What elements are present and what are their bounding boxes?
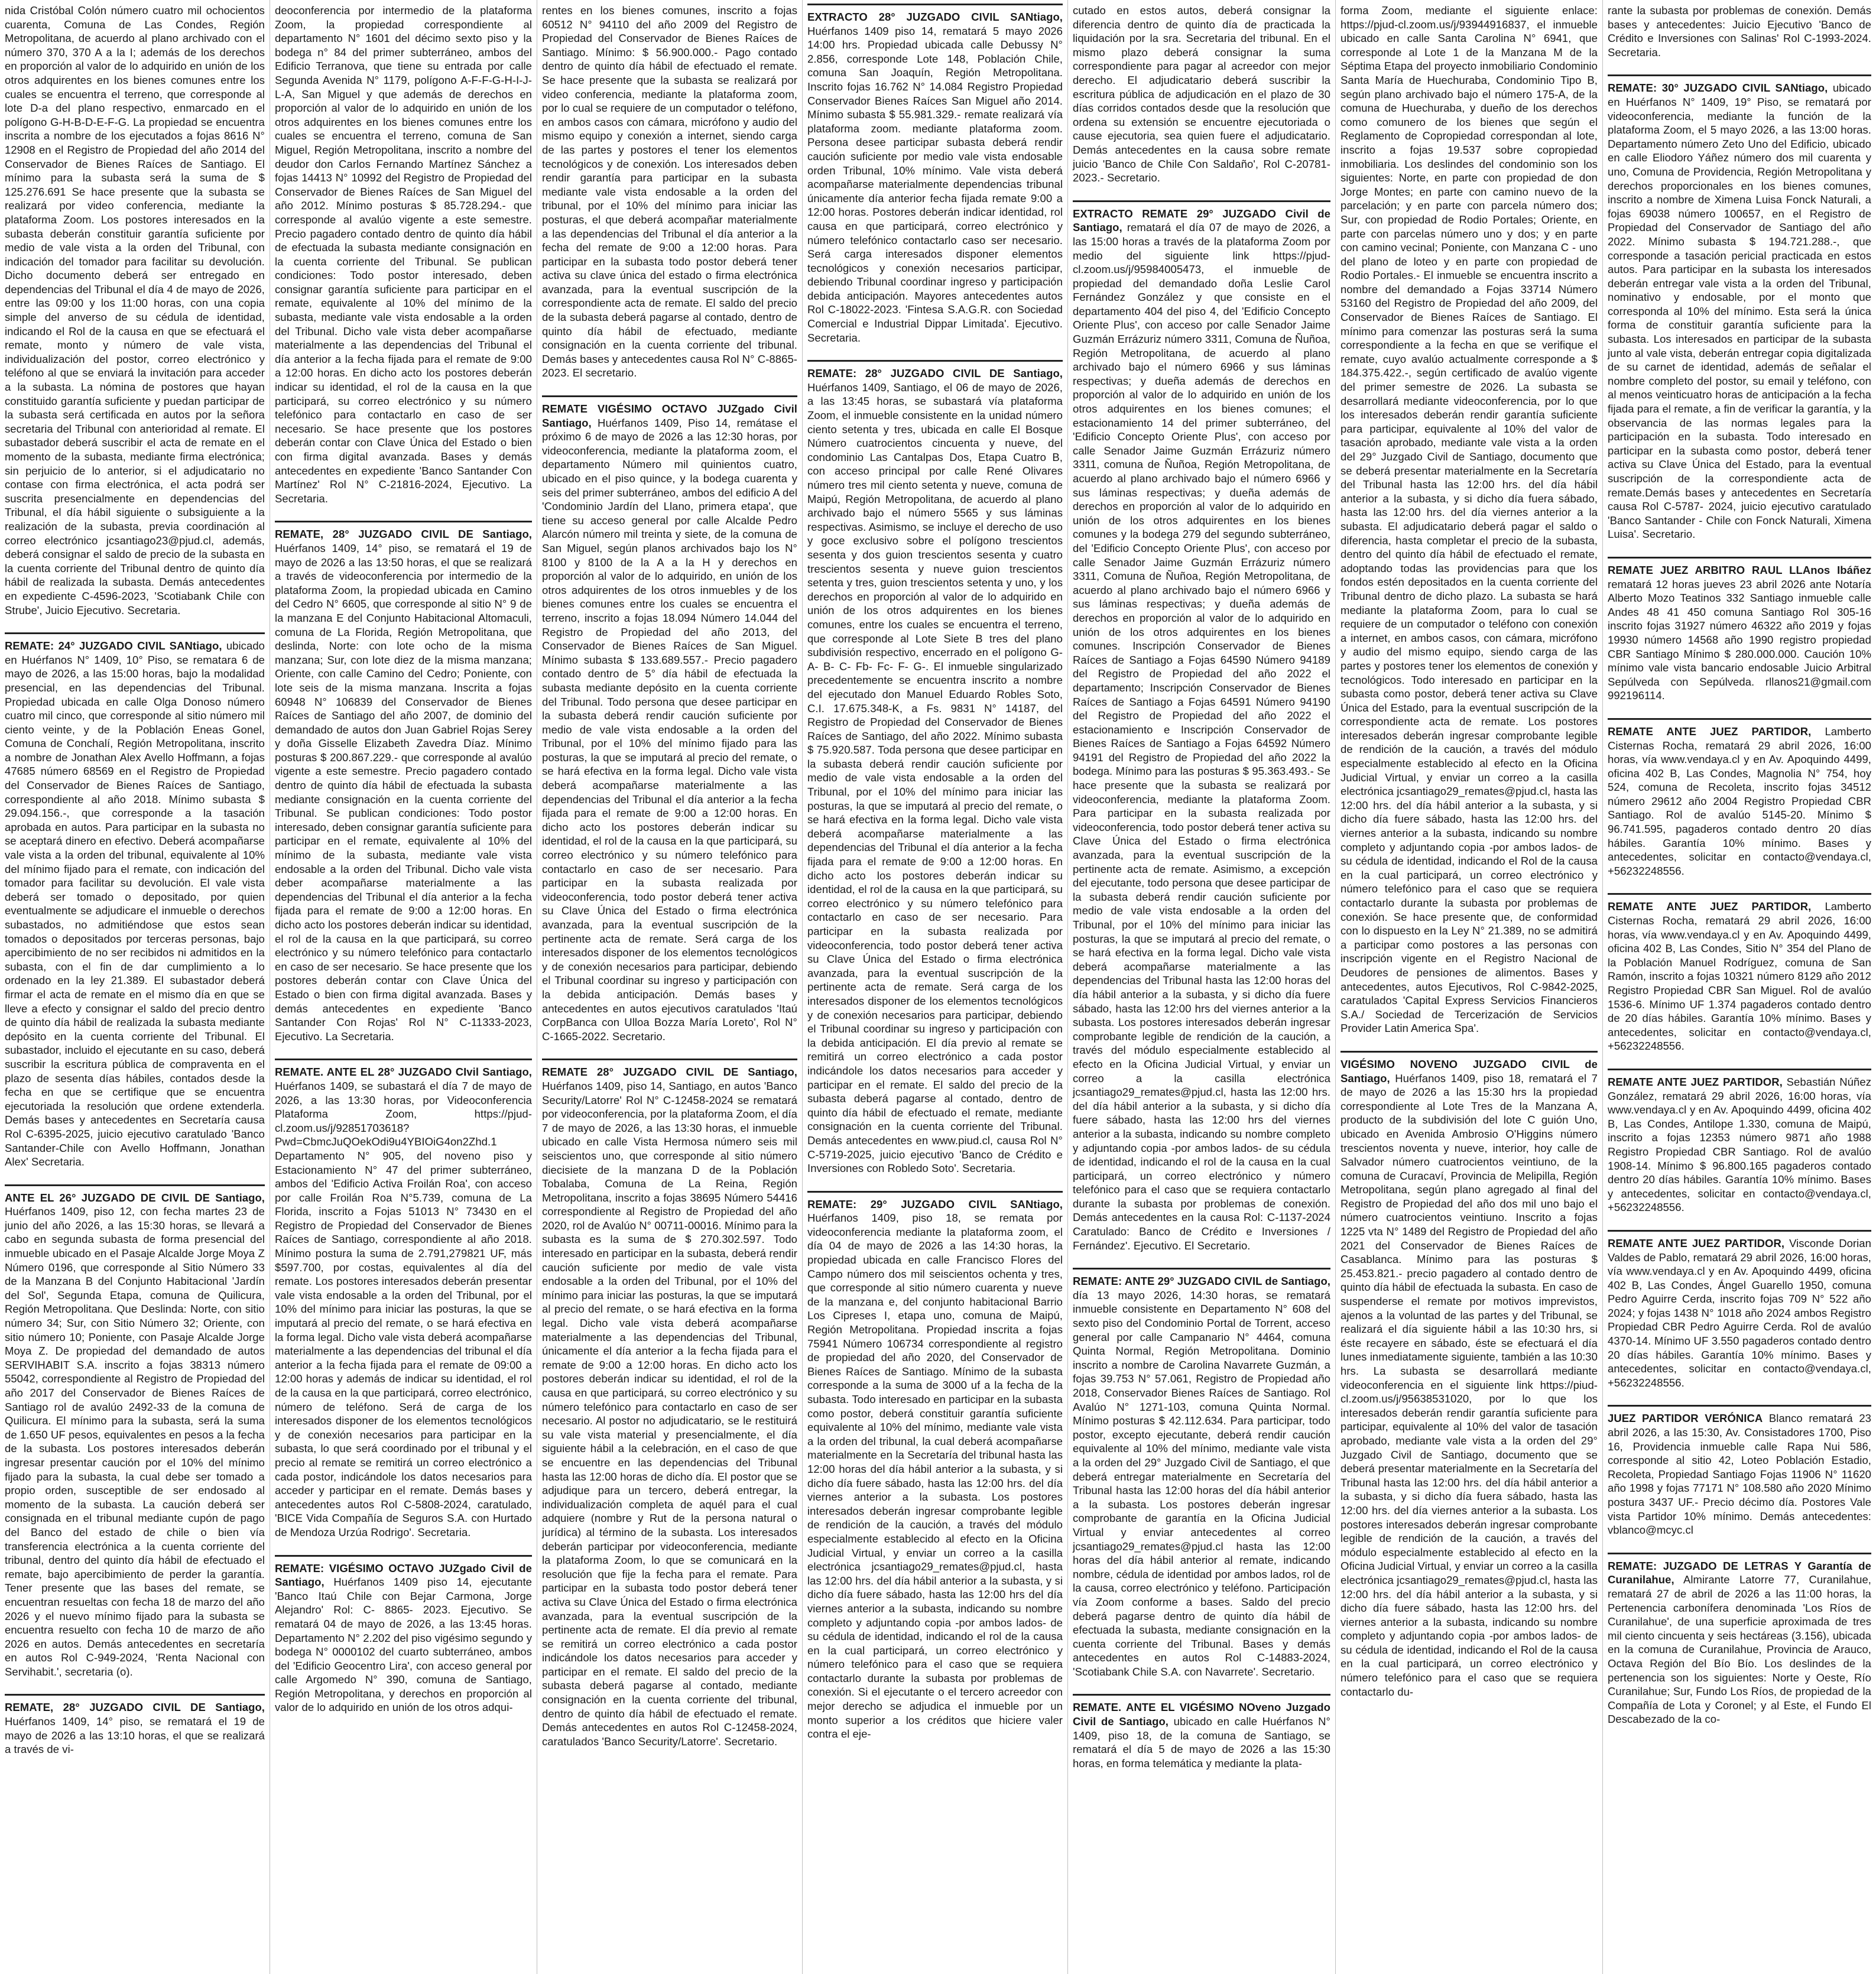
- legal-notice: [5, 4, 265, 617]
- notice-heading: REMATE, 28° JUZGADO CIVIL DE Santiago,: [275, 528, 532, 541]
- legal-notice: [542, 395, 797, 1043]
- notice-body: Huérfanos 1409, piso 12, con fecha martes 23 de junio del año 2026, a las 15:30 horas, se llevará a cabo en segunda subasta de forma presencial del inmueble ubicado en el Pasaje Alcalde Jorge Moya Z Número 0196, que corresponde al Sitio Número 33 de la Manzana B del Conjunto Habitacional 'Jardín del Sol', Segunda Etapa, comuna de Quilicura, Región Metropolitana. Que Deslinda: Norte, con sitio número 34; Sur, con Sitio Número 32; Oriente, con sitio número 10; Poniente, con Pasaje Alcalde Jorge Moya Z. De propiedad del demandado de autos SERVIHABIT S.A. inscrito a fojas 38313 número 55042, correspondiente al Registro de Propiedad del año 2017 del Conservador de Bienes Raíces de Santiago rol de avalúo 2492-33 de la comuna de Quilicura. El mínimo para la subasta, será la suma de 1.650 UF pesos, equivalentes en pesos a la fecha de la subasta. Los postores interesados deberán ingresar presentar caución por el 10% del mínimo fijado para la subasta, la cual debe ser tomado a propio orden, susceptible de ser endosado al momento de la subasta. La caución deberá ser consignada en el tribunal mediante cupón de pago del Banco del estado de chile o bien vía transferencia electrónica a la cuenta corriente del tribunal, dentro del quinto día hábil de efectuado el remate, bajo apercibimiento de perder la garantía. Tener presente que las bases del remate, se encuentran resueltas con fecha 18 de marzo del año 2026 y el nuevo mínimo fijado para la subasta se encuentra resuelto con fecha 10 de marzo de año 2026 en autos. Demás antecedentes en secretaría en autos Rol C-949-2024, 'Renta Nacional con Servihabit.', secretaria (o).: [5, 1205, 265, 1678]
- notice-divider: [542, 1059, 797, 1060]
- notice-text: [5, 639, 265, 1169]
- notice-divider: [1608, 718, 1871, 720]
- notice-text: [1073, 1274, 1330, 1678]
- notice-divider: [542, 395, 797, 397]
- notice-text: [1073, 4, 1330, 185]
- notice-text: [1608, 1075, 1871, 1215]
- notice-heading: REMATE. ANTE EL VIGÉSIMO NOveno Juzgado Civil de Santiago,: [1073, 1701, 1330, 1728]
- legal-notice: [1341, 1051, 1598, 1699]
- notice-text: [1608, 900, 1871, 1053]
- notice-body: Huérfanos 1409 piso 14, ejecutante 'Banco Itaú Chile con Bejar Carmona, Jorge Alejandro' Rol: C- 8865- 2023. Ejecutivo. Se rematará 04 de mayo de 2026, a las 13:45 horas. Departamento N° 2.202 del piso vigésimo segundo y bodega N° 0000102 del cuarto subterráneo, ambos del 'Edificio Geocentro Lira', con acceso general por calle Argomedo N° 390, comuna de Santiago, Región Metropolitana, y derechos en proporción al valor de lo adquirido en unión de los otros adqui-: [275, 1576, 532, 1714]
- notice-heading: REMATE: ANTE 29° JUZGADO CIVIL de Santiago,: [1073, 1275, 1330, 1288]
- notice-text: [1608, 4, 1871, 59]
- notice-heading: ANTE EL 26° JUZGADO DE CIVIL DE Santiago,: [5, 1191, 265, 1204]
- notice-heading: REMATE: 28° JUZGADO CIVIL DE Santiago,: [807, 367, 1063, 380]
- notice-body: deoconferencia por intermedio de la plataforma Zoom, la propiedad correspondiente al departamento N° 1601 del décimo sexto piso y la bodega n° 84 del primer subterráneo, ambos del Edificio Terranova, que tiene su entrada por calle Segunda Avenida N° 1179, polígono A-F-F-G-H-I-J-L-A, San Miguel y que además de derechos en proporción al valor de lo adquirido en unión de los otros adquirentes en los bienes comunes entre los cuales se encuentra el terreno, comuna de San Miguel, Región Metropolitana, inscrito a nombre del deudor don Carlos Fernando Martínez Sánchez a fojas 14413 N° 10992 del Registro de Propiedad del Conservador de Bienes Raíces de San Miguel del año 2012. Mínimo posturas $ 85.728.294.- que corresponde al avalúo vigente a este semestre. Precio pagadero contado dentro de quinto día hábil de efectuada la subasta mediante consignación en la cuenta corriente del Tribunal. Se publican condiciones: Todo postor interesado, deben consignar garantía suficiente para participar en el remate, equivalente al 10% del mínimo de la subasta, mediante vale vista endosable a la orden del Tribunal. Dicho vale vista deber acompañarse materialmente a las dependencias del Tribunal el día anterior a la fecha fijada para el remate de 9:00 a 12:00 horas. En dicho acto los postores deberán indicar su identidad, el rol de la causa en la que participará, su correo electrónico y su número telefónico para contactarlo en caso de ser necesario. Se hace presente que los postores deberán contar con Clave Única del Estado o bien con firma digital avanzada. Bases y demás antecedentes en expediente 'Banco Santander Con Martínez' Rol N° C-21816-2024, Ejecutivo. La Secretaria.: [275, 4, 532, 505]
- notice-body: rematará 12 horas jueves 23 abril 2026 ante Notaría Alberto Mozo Teatinos 332 Santiago inmueble calle Andes 48 41 450 comuna Santiago Rol 305-16 inscrito fojas 31927 número 46322 año 2019 y fojas 19930 número 14568 año 1990 registro propiedad CBR Santiago Mínimo $ 280.000.000. Caución 10% mínimo vale vista bancario endosable Juicio Arbitral Sepúlveda con Sepúlveda. rllanos21@gmail.com 992196114.: [1608, 577, 1871, 702]
- notice-divider: [5, 1694, 265, 1696]
- notice-heading: REMATE ANTE JUEZ PARTIDOR,: [1608, 725, 1812, 738]
- notice-body: Huérfanos 1409, Piso 14, remátase el próximo 6 de mayo de 2026 a las 12:30 horas, por videoconferencia, mediante la plataforma zoom, el departamento Número mil quinientos cuatro, ubicado en el piso quince, y la bodega cuarenta y seis del primer subterráneo, ambos del edificio A del 'Condominio Jardín del Llano, primera etapa', que tiene su acceso general por calle Alcalde Pedro Alarcón número mil treinta y siete, de la comuna de San Miguel, según planos archivados bajo los N° 8100 y 8100 de la A a la H y derechos en proporción al valor de lo adquirido, en unión de los otros adquirentes de los otros inmuebles y de los bienes comunes entre los cuales se encuentra el terreno, inscrito a fojas 18.094 Número 14.044 del Registro de Propiedad del año 2013, del Conservador de Bienes Raíces de San Miguel. Mínimo subasta $ 133.689.557.- Precio pagadero contado dentro de 5° día hábil de efectuada la subasta mediante depósito en la cuenta corriente del Tribunal. Todo persona que desee participar en la subasta deberá rendir caución suficiente por medio de vale vista endosable a la orden del Tribunal, por el 10% del mínimo fijado para las posturas, la que se imputará al precio del remate, o se hará efectiva en la forma legal. Dicho vale vista deberá acompañarse materialmente a las dependencias del Tribunal el día anterior a la fecha fijada para el remate de 9:00 a 12:00 horas. En dicho acto los postores deberán indicar su identidad, el rol de la causa en la que participará, su correo electrónico y su número telefónico para contactarlo en caso de ser necesario. Para participar en la subasta realizada por videoconferencia, todo postor deberá tener activa su Clave Única del Estado o firma electrónica avanzada, para la eventual suscripción de la pertinente acta de remate. Será carga de los interesados disponer de los elementos tecnológicos y de conexión necesarios para participar, debiendo el Tribunal coordinar su ingreso y participación con la debida anticipación. Demás bases y antecedentes en autos ejecutivos caratulados 'Itaú CorpBanca con Ulloa Bozza María Loreto', Rol N° C-1665-2022. Secretario.: [542, 416, 797, 1043]
- notice-text: [5, 1191, 265, 1679]
- legal-notice: [1608, 893, 1871, 1053]
- legal-notice: [1608, 1230, 1871, 1390]
- notice-body: Huérfanos 1409, piso 18, rematará el 7 de mayo de 2026 a las 15:30 hrs la propiedad correspondiente al Lote Tres de la Manzana A, producto de la subdivisión del lote C guión Uno, ubicado en Avenida Ambrosio O'Higgins número trescientos noventa y nueve, interior, hoy calle de Salvador número cuatrocientos veintiuno, de la comuna de Curacaví, Provincia de Melipilla, Región Metropolitana, según plano agregado al final del Registro de Propiedad del año dos mil uno bajo el número cuatrocientos veintiuno. Inscrito a fojas 1225 vta N° 1489 del Registro de Propiedad del año 2021 del Conservador de Bienes Raíces de Casablanca. Mínimo para las posturas $ 25.453.821.- precio pagadero al contado dentro de quinto día hábil de efectuada la subasta. En caso de suspenderse el remate por motivos imprevistos, ajenos a la voluntad de las partes y del Tribunal, se realizará el día siguiente hábil a las 10:30 hrs, si éste recayere en sábado, éste se efectuará el día lunes inmediatamente siguiente, también a las 10:30 hrs. La subasta se desarrollará mediante videoconferencia en el siguiente link https://piud-cl.zoom.us/j/95638531020, por lo que los interesados deberán rendir garantía suficiente para participar, equivalente al 10% del valor de tasación aprobado, mediante vale vista a la orden del 29° Juzgado Civil de Santiago, documento que se deberá presentar materialmente en la Secretaría del Tribunal hasta las 12:00 hrs. del día hábil anterior a la subasta, y si dicho día fuera sábado, hasta las 12:00 hrs. del día viernes anterior a la subasta. Los postores interesados deberán ingresar comprobante legible de rendición de la caución, a través del módulo especialmente establecido al efecto en la Oficina Judicial Virtual, y enviar un correo a la casilla electrónica jcsantiago29_remates@pjud.cl, hasta las 12:00 hrs. del día hábil anterior a la subasta, y si dicho día fuere sábado, hasta las 12:00 hrs. del viernes anterior a la subasta, indicando su nombre completo y adjuntando copia -por ambos lados- de su cédula de identidad, indicando el Rol de la causa en la cual participará, un correo electrónico y número telefónico para el caso que se requiera contactarlo du-: [1341, 1072, 1598, 1698]
- notice-heading: EXTRACTO REMATE 29° JUZGADO Civil de Santiago,: [1073, 207, 1330, 234]
- notice-divider: [5, 632, 265, 634]
- notice-divider: [1073, 1694, 1330, 1696]
- notice-divider: [1608, 1069, 1871, 1070]
- notice-body: Huérfanos 1409 piso 14, rematará 5 mayo 2026 14:00 hrs. Propiedad ubicada calle Debussy N° 2.856, corresponde Lote 148, Población Chile, comuna San Joaquín, Región Metropolitana. Inscrito fojas 16.762 N° 14.084 Registro Propiedad Conservador Bienes Raíces San Miguel año 2014. Mínimo subasta $ 55.981.329.- remate realizará vía plataforma zoom. mediante plataforma zoom. Persona desee participar subasta deberá rendir caución suficiente por medio vale vista endosable orden Tribunal, 10% mínimo. Vale vista deberá acompañarse materialmente dependencias tribunal únicamente día anterior fecha fijada remate 9:00 a 12:00 horas. Postores deberán indicar identidad, rol causa en que participará, correo electrónico y número telefónico contactarlo caso ser necesario. Será carga interesados disponer elementos tecnológicos y conexión necesarios participar, debiendo Tribunal coordinar ingreso y participación debida anticipación. Mayores antecedentes autos Rol C-18022-2023. 'Fintesa S.A.G.R. con Sociedad Comercial e Industrial Dippar Limitada'. Ejecutivo. Secretaria.: [807, 24, 1063, 344]
- notice-heading: REMATE: 29° JUZGADO CIVIL SANtiago,: [807, 1197, 1063, 1210]
- notice-text: [807, 366, 1063, 1175]
- legal-notice: [1608, 557, 1871, 703]
- legal-notice: [275, 4, 532, 505]
- notice-divider: [5, 1184, 265, 1186]
- notice-body: Sebastián Núñez González, rematará 29 abril 2026, 16:00 horas, vía www.vendaya.cl y en Av. Apoquindo 4499, oficina 402 B, Las Condes, Antilope 1.330, comuna de Maipú, inscrito a fojas 12353 número 9871 año 1988 Registro Propiedad CBR Santiago. Rol de avalúo 1908-14. Mínimo $ 96.800.165 pagaderos contado dentro 20 días hábiles. Garantía 10% mínimo. Bases y antecedentes, solicitar en contacto@vendaya.cl, +56232248556.: [1608, 1075, 1871, 1214]
- notice-body: Blanco rematará 23 abril 2026, a las 15:30, Av. Consistadores 1700, Piso 16, Providencia inmueble calle Rapa Nui 586, corresponde al sitio 42, Loteo Población Estadio, Recoleta, Propiedad Santiago Fojas 11906 N° 11620 año 1998 y fojas 77171 N° 108.580 año 2020 Mínimo postura 3437 UF.- Precio décimo día. Postores Vale vista Partidor 10% mínimo. Demás antecedentes: vblanco@mcyc.cl: [1608, 1412, 1871, 1537]
- notice-text: [1341, 4, 1598, 1035]
- notice-body: Huérfanos 1409, piso 18, se remata por videoconferencia mediante la plataforma zoom, el día 04 de mayo de 2026 a las 14:30 horas, la propiedad ubicada en calle Francisco Flores del Campo número dos mil seiscientos ochenta y tres, que corresponde al sitio número cuarenta y nueve de la manzana e, del conjunto habitacional Barrio Los Cipreses I, etapa uno, comuna de Maipú, Región Metropolitana. Propiedad inscrita a fojas 75941 Número 106734 correspondiente al registro de propiedad del año 2020, del Conservador de Bienes Raíces de Santiago. Mínimo de la subasta corresponde a la suma de 3000 uf a la fecha de la subasta. Todo interesado en participar en la subasta como postor, deberá constituir garantía suficiente equivalente al 10% del mínimo, mediante vale vista a la orden del tribunal, la cual deberá acompañarse materialmente en la Secretaría del tribunal hasta las 12:00 horas del día hábil anterior a la subasta, y si dicho día fuere sábado, hasta las 12:00 hrs. del día viernes anterior a la subasta. Los postores interesados deberán ingresar comprobante legible de rendición de la caución, a través del módulo especialmente establecido al efecto en la Oficina Judicial Virtual, y enviar un correo a la casilla electrónica jcsantiago29_remates@pjud.cl, hasta las 12:00 hrs. del día hábil anterior a la subasta, y si dicho día fuere sábado, hasta las 12:00 hrs del día viernes anterior a la subasta, indicando su nombre completo y adjuntando copia -por ambos lados- de su cédula de identidad, indicando el rol de la causa en la cual participará, un correo electrónico y número telefónico para el caso que se requiera contactarlo durante la subasta por problemas de conexión. Si el ejecutante o el tercero acreedor con mejor derecho se adjudica el inmueble por un monto superior a los créditos que hiciere valer contra el eje-: [807, 1212, 1063, 1741]
- notice-text: [542, 402, 797, 1043]
- notice-column-4: [802, 0, 1067, 1974]
- notice-heading: REMATE: VIGÉSIMO OCTAVO JUZgado Civil de Santiago,: [275, 1561, 532, 1589]
- notice-body: Visconde Dorian Valdes de Pablo, rematará 29 abril 2026, 16:00 horas, vía www.vendaya.cl y en Av. Apoquindo 4499, oficina 402 B, Las Condes, Ángel Guarello 1950, comuna Pedro Aguirre Cerda, inscrito fojas 709 N° 522 año 2024; y fojas 1438 N° 1018 año 2024 ambos Registro Propiedad CBR Pedro Aguirre Cerda. Rol de avalúo 4370-14. Mínimo UF 3.550 pagaderos contado dentro 20 días hábiles. Garantía 10% mínimo. Bases y antecedentes, solicitar en contacto@vendaya.cl, +56232248556.: [1608, 1236, 1871, 1389]
- notice-divider: [275, 1059, 532, 1060]
- notice-text: [1608, 1411, 1871, 1537]
- legal-notice: [1073, 4, 1330, 185]
- legal-notice: [1073, 1694, 1330, 1770]
- legal-notice: [275, 521, 532, 1043]
- notice-body: Huérfanos 1409, 14° piso, se rematará el 19 de mayo de 2026 a las 13:50 horas, el que se realizará a través de videoconferencia por intermedio de la plataforma Zoom, la propiedad ubicada en Camino del Cedro N° 6605, que corresponde al sitio N° 9 de la manzana E del Conjunto Habitacional Altomaculi, comuna de La Florida, Región Metropolitana, que deslinda, Norte: con lote ocho de la misma manzana; Sur, con lote diez de la misma manzana; Oriente, con calle Camino del Cedro; Poniente, con lote seis de la misma manzana. Inscrita a fojas 60948 N° 106839 del Conservador de Bienes Raíces de Santiago del año 2007, de dominio del demandado de autos don Juan Gabriel Rojas Serey y doña Gisselle Elizabeth Zavedra Díaz. Mínimo posturas $ 200.867.229.- que corresponde al avalúo vigente a este semestre. Precio pagadero contado dentro de quinto día hábil de efectuada la subasta mediante consignación en la cuenta corriente del Tribunal. Se publican condiciones: Todo postor interesado, deben consignar garantía suficiente para participar en el remate, equivalente al 10% del mínimo de la subasta, mediante vale vista endosable a la orden del Tribunal. Dicho vale vista deber acompañarse materialmente a las dependencias del Tribunal el día anterior a la fecha fijada para el remate de 9:00 a 12:00 horas. En dicho acto los postores deberán indicar su identidad, el rol de la causa en la que participará, su correo electrónico y su número telefónico para contactarlo en caso de ser necesario. Se hace presente que los postores deberán contar con Clave Única del Estado o bien con firma digital avanzada. Bases y demás antecedentes en expediente 'Banco Santander Con Rojas' Rol N° C-11333-2023, Ejecutivo. La Secretaria.: [275, 541, 532, 1043]
- notice-text: [5, 1700, 265, 1756]
- legal-notice: [5, 1694, 265, 1756]
- notice-text: [542, 4, 797, 380]
- legal-notice: [1608, 718, 1871, 878]
- notice-heading: JUEZ PARTIDOR VERÓNICA: [1608, 1412, 1763, 1425]
- notice-text: [1608, 725, 1871, 878]
- notice-text: [1608, 1236, 1871, 1390]
- legal-notice: [1608, 1553, 1871, 1726]
- notice-heading: EXTRACTO 28° JUZGADO CIVIL SANtiago,: [807, 11, 1063, 23]
- notice-heading: REMATE, 28° JUZGADO CIVIL DE Santiago,: [5, 1701, 265, 1714]
- notice-text: [1073, 207, 1330, 1253]
- notice-text: [1341, 1057, 1598, 1699]
- notice-body: cutado en estos autos, deberá consignar la diferencia dentro de quinto día de practicada la liquidación por la sra. Secretaria del tribunal. En el mismo plazo deberá consignar la suma correspondiente para pagar al acreedor con mejor derecho. El adjudicatario deberá suscribir la escritura pública de adjudicación en el plazo de 30 días corridos contados desde que la resolución que ordena su extensión se encuentre ejecutoriada o cause ejecutoria, sea quien fuere el adjudicatario. Demás antecedentes en la causa sobre remate juicio 'Banco de Chile Con Saldaño', Rol C-20781-2023.- Secretario.: [1073, 4, 1330, 184]
- notice-body: Huérfanos 1409, se subastará el día 7 de mayo de 2026, a las 13:30 horas, por Videoconferencia Plataforma Zoom, https://pjud-cl.zoom.us/j/92851703618? Pwd=CbmcJuQOekOdi9u4YBIOiG4on2Zhd.1 Departamento N° 905, del noveno piso y Estacionamiento N° 47 del primer subterráneo, ambos del 'Edificio Activa Froilán Roa', con acceso por calle Froilán Roa N°5.739, comuna de La Florida, inscrito a Fojas 51013 N° 73430 en el Registro de Propiedad del Conservador de Bienes Raíces de Santiago, correspondiente al año 2018. Mínimo postura la suma de 2.791,279821 UF, más $597.700, por costas, equivalentes al día del remate. Los postores interesados deberán presentar vale vista endosable a la orden del Tribunal, por el 10% del mínimo para iniciar las posturas, la que se imputará al precio del remate, o se hará efectiva en la forma legal. Dicho vale vista deberá acompañarse materialmente a las dependencias del tribunal el día anterior a la fecha fijada para el remate de 09:00 a 12:00 horas y además de indicar su identidad, el rol de la causa en la que participará, correo electrónico, número de teléfono. Será de carga de los interesados disponer de los elementos tecnológicos y de conexión necesarios para participar en la subasta, lo que será coordinado por el tribunal y el precio al remate se remitirá un correo electrónico a cada postor, indicándole los datos necesarios para acceder y participar en el remate. Demás bases y antecedentes autos Rol C-5808-2024, caratulado, 'BICE Vida Compañía de Seguros S.A. con Hurtado de Mendoza Urzúa Rodrigo'. Secretaria.: [275, 1079, 532, 1538]
- notice-text: [275, 1561, 532, 1715]
- notice-body: ubicado en calle Huérfanos N° 1409, piso 18, de la comuna de Santiago, se rematará el día 5 de mayo de 2026 a las 15:30 horas, en forma telemática y mediante la plata-: [1073, 1715, 1330, 1770]
- notice-column-6: [1335, 0, 1602, 1974]
- legal-notice: [1608, 1069, 1871, 1215]
- notice-divider: [1608, 1230, 1871, 1232]
- legal-notice: [542, 1059, 797, 1748]
- notice-text: [807, 10, 1063, 345]
- notice-body: Lamberto Cisternas Rocha, rematará 29 abril 2026, 16:00 horas, vía www.vendaya.cl y en Av. Apoquindo 4499, oficina 402 B, Las Condes, Sitio N° 354 del Plano de la Población Manuel Rodríguez, comuna de San Ramón, inscrito a fojas 10321 número 8129 año 2012 Registro Propiedad CBR San Miguel. Rol de avalúo 1536-6. Mínimo UF 1.374 pagaderos contado dentro de 20 días hábiles. Garantía 10% mínimo. Bases y antecedentes, solicitar en contacto@vendaya.cl, +56232248556.: [1608, 900, 1871, 1053]
- notice-body: rante la subasta por problemas de conexión. Demás bases y antecedentes: Juicio Ejecutivo 'Banco de Crédito e Inversiones con Salinas' Rol C-1993-2024. Secretaria.: [1608, 4, 1871, 59]
- notice-body: rematará el día 07 de mayo de 2026, a las 15:00 horas a través de la plataforma Zoom por medio del siguiente link https://pjud-cl.zoom.us/j/95984005473, el inmueble de propiedad del demandado doña Leslie Carol Fernández González y que consiste en el departamento 404 del piso 4, del 'Edificio Concepto Oriente Plus', con acceso por calle Senador Jaime Guzmán Errázuriz número 3311, Comuna de Ñuñoa, Región Metropolitana, de acuerdo al plano archivado bajo el número 6966 y sus láminas respectivas; y dueña además de derechos en proporción al valor de lo adquirido en unión de los otros adquirentes en los bienes comunes; el estacionamiento 14 del primer subterráneo, del 'Edificio Concepto Oriente Plus', con acceso por calle Senador Jaime Guzmán Errázuriz número 3311, comuna de Ñuñoa, Región Metropolitana, de acuerdo al plano archivado bajo el número 6966 y sus láminas respectivas; y dueña además de derechos en proporción al valor de lo adquirido en unión de los otros adquirentes en los bienes comunes y la bodega 279 del segundo subterráneo, del 'Edificio Concepto Oriente Plus', con acceso por calle Senador Jaime Guzmán Errázuriz número 3311, Comuna de Ñuñoa, Región Metropolitana, de acuerdo al plano archivado bajo el número 6966 y sus láminas respectivas; y dueña además de derechos en proporción al valor de lo adquirido en unión de los otros adquirentes en los bienes comunes. Inscripción Conservador de Bienes Raíces de Santiago a Fojas 64590 Número 94189 del Registro de Propiedad del año 2022 el departamento; Inscripción Conservador de Bienes Raíces de Santiago a Fojas 64591 Número 94190 del Registro de Propiedad del año 2022 el estacionamiento e Inscripción Conservador de Bienes Raíces de Santiago a Fojas 64592 Número 94191 del Registro de Propiedad del año 2022 la bodega. Mínimo para las posturas $ 95.363.493.- Se hace presente que la subasta se realizará por videoconferencia, mediante la plataforma Zoom. Para participar en la subasta realizada por videoconferencia, todo postor deberá tener activa su Clave Única del Estado o firma electrónica avanzada, para la eventual suscripción de la pertinente acta de remate. Asimismo, a excepción del ejecutante, todo persona que desee participar de la subasta deberá rendir caución suficiente por medio de vale vista endosable a la orden del Tribunal, por el 10% del mínimo para iniciar las posturas, la que se imputará al precio del remate, o se hará efectiva en la forma legal. Dicho vale vista deberá acompañarse materialmente a las dependencias del Tribunal hasta las 12:00 horas del día hábil anterior a la subasta, y si dicho día fuere sábado, hasta las 12:00 hrs del viernes anterior a la subasta. Los postores interesados deberán ingresar comprobante legible de rendición de la caución, a través del módulo especialmente establecido al efecto en la Oficina Judicial Virtual, y enviar un correo a la casilla electrónica jcsantiago29_remates@pjud.cl, hasta las 12:00 hrs. del día hábil anterior a la subasta, y si dicho día fuere sábado, hasta las 12:00 hrs del viernes anterior a la subasta, indicando su nombre completo y adjuntando copia -por ambos lados- de su cédula de identidad, indicando el rol de la causa en la cual participará, un correo electrónico y número telefónico para el caso que se requiera contactarlo durante la subasta por problemas de conexión. Demás antecedentes en la causa Rol: C-1137-2024 Caratulado: Banco de Crédito e Inversiones / Fernández'. Ejecutivo. El Secretario.: [1073, 221, 1330, 1252]
- notice-body: Huérfanos 1409, piso 14, Santiago, en autos 'Banco Security/Latorre' Rol N° C-12458-2024 se rematará por videoconferencia, por la plataforma Zoom, el día 7 de mayo de 2026, a las 13:30 horas, el inmueble ubicado en calle Vista Hermosa número seis mil seiscientos uno, que corresponde al sitio número diecisiete de la manzana D de la Población Tobalaba, Comuna de La Reina, Región Metropolitana, inscrito a fojas 38695 Número 54416 correspondiente al Registro de Propiedad del año 2020, rol de Avalúo N° 00711-00016. Mínimo para la subasta es la suma de $ 270.302.597. Todo interesado en participar en la subasta, deberá rendir caución suficiente por medio de vale vista endosable a la orden del Tribunal, por el 10% del mínimo para iniciar las posturas, la que se imputará al precio del remate, o se hará efectiva en la forma legal. Dicho vale vista deberá acompañarse materialmente a las dependencias del Tribunal, únicamente el día anterior a la fecha fijada para el remate de 9:00 a 12:00 horas. En dicho acto los postores deberán indicar su identidad, el rol de la causa en que participará, su correo electrónico y su número telefónico para contactarlo en caso de ser necesario. Al postor no adjudicatario, se le restituirá su vale vista material y presencialmente, el día siguiente hábil a la celebración, en el caso de que se encuentre en las dependencias del Tribunal hasta las 12:00 horas de dicho día. El postor que se adjudique para un tercero, deberá entregar, la individualización completa de aquél para el cual adquiere (nombre y Rut de la persona natural o jurídica) al término de la subasta. Los interesados deberán participar por videoconferencia, mediante la plataforma Zoom, lo que se comunicará en la resolución que fije la fecha para el remate. Para participar en la subasta todo postor deberá tener activa su Clave Única del Estado o firma electrónica avanzada, para la eventual suscripción de la pertinente acta de remate. El día previo al remate se remitirá un correo electrónico a cada postor indicándole los datos necesarios para acceder y participar en el remate. El saldo del precio de la subasta deberá pagarse al contado, mediante consignación en la cuenta corriente del tribunal, dentro de quinto día hábil de efectuado el remate. Demás antecedentes en autos Rol C-12458-2024, caratulados 'Banco Security/Latorre'. Secretario.: [542, 1079, 797, 1748]
- notice-divider: [1608, 893, 1871, 895]
- notice-body: ubicado en Huérfanos N° 1409, 10° Piso, se rematara 6 de mayo de 2026, a las 15:00 horas, bajo la modalidad presencial, en las dependencias del Tribunal. Propiedad ubicada en calle Olga Donoso número cuatro mil cinco, que corresponde al sitio número mil ciento veinte, y de la Población Eneas Gonel, Comuna de Conchalí, Región Metropolitana, inscrito a nombre de Jonathan Alex Avello Hoffmann, a fojas 47685 número 68569 en el Registro de Propiedad del Conservador de Bienes Raíces de Santiago, correspondiente al año 2018. Mínimo subasta $ 29.094.156.-, que corresponde a la tasación aprobada en autos. Para participar en la subasta no se aceptará dinero en efectivo. Deberá acompañarse vale vista a la orden del tribunal, equivalente al 10% del mínimo fijado para el remate, con indicación del tomador para facilitar su devolución. El vale vista deberá ser tomado o depositado, por quien eventualmente se adjudicare el inmueble o derechos subastados, no admitiéndose que estos sean tomados o depositados por terceras personas, bajo apercibimiento de no ser recibidos ni admitidos en la subasta, con el fin de dar cumplimiento a lo ordenado en la ley 21.389. El subastador deberá firmar el acta de remate en el mismo día en que se lleve a efecto y consignar el saldo del precio dentro de quinto día hábil de realizada la subasta mediante depósito en la cuenta corriente del Tribunal. El subastador, incluido el ejecutante en su caso, deberá suscribir la escritura pública de compraventa en el plazo de sesenta días hábiles, contados desde la fecha en que se certifique que se encuentra ejecutoriada la resolución que ordene extenderla. Demás bases y antecedentes en Secretaría causa Rol C-6395-2025, juicio ejecutivo caratulado 'Banco Santander-Chile con Avello Hoffmann, Jonathan Alex' Secretaria.: [5, 639, 265, 1168]
- notice-text: [5, 4, 265, 617]
- notice-heading: VIGÉSIMO NOVENO JUZGADO CIVIL de Santiago,: [1341, 1057, 1598, 1085]
- notice-divider: [807, 1191, 1063, 1193]
- notice-body: nida Cristóbal Colón número cuatro mil ochocientos cuarenta, Comuna de Las Condes, Región Metropolitana, de acuerdo al plano archivado con el número 370, 370 A a la I; además de los derechos en proporción al valor de lo adquirido en unión de los otros adquirentes en los bienes comunes entre los cuales se encuentra el terreno, que corresponde al lote D-a del plano respectivo, enmarcado en el polígono G-H-B-D-E-F-G. La propiedad se encuentra inscrita a nombre de los ejecutados a fojas 8616 N° 12908 en el Registro de Propiedad del año 2014 del Conservador de Bienes Raíces de Santiago. El mínimo para la subasta será la suma de $ 125.276.691 Se hace presente que la subasta se realizará por video conferencia, mediante la plataforma Zoom. Los postores interesados en la subasta deberán constituir garantía suficiente por medio de vale vista a la orden del Tribunal, con indicación del tomador para facilitar su devolución. Dicho documento deberá ser entregado en dependencias del Tribunal el día 4 de mayo de 2026, entre las 09:00 y los 11:00 horas, con una copia simple del anverso de su cédula de identidad, indicando el Rol de la causa en que se efectuará el remate, monto y número de vale vista, individualización del postor, correo electrónico y teléfono al que se enviará la invitación para acceder a la subasta. La nómina de postores que hayan constituido garantía suficiente y puedan participar de la subasta será certificada en autos por la señora secretaria del Tribunal con anterioridad al remate. El subastador deberá suscribir el acta de remate en el momento de la subasta, mediante firma electrónica; sin perjuicio de lo anterior, si el adjudicatario no contase con firma electrónica, el acta podrá ser suscrita presencialmente en dependencias del Tribunal, el día hábil siguiente o subsiguiente a la realización de la subasta, previa coordinación al correo electrónico jcsantiago23@pjud.cl, además, deberá consignar el saldo de precio de la subasta en la cuenta corriente del Tribunal dentro de quinto día hábil de realizada la subasta. Demás antecedentes en expediente C-4596-2023, 'Scotiabank Chile con Strube', Juicio Ejecutivo. Secretaria.: [5, 4, 265, 616]
- notice-body: Lamberto Cisternas Rocha, rematará 29 abril 2026, 16:00 horas, vía www.vendaya.cl y en Av. Apoquindo 4499, oficina 402 B, Las Condes, Magnolia N° 754, hoy 524, comuna de Recoleta, inscrito fojas 34512 número 29612 año 2004 Registro Propiedad CBR Santiago. Rol de avalúo 5145-20. Mínimo $ 96.741.595, pagaderos contado dentro 20 días hábiles. Garantía 10% mínimo. Bases y antecedentes, solicitar en contacto@vendaya.cl, +56232248556.: [1608, 725, 1871, 877]
- legal-notice: [807, 360, 1063, 1175]
- legal-notice: [1608, 1405, 1871, 1537]
- notice-heading: REMATE ANTE JUEZ PARTIDOR,: [1608, 900, 1812, 913]
- notice-heading: REMATE ANTE JUEZ PARTIDOR,: [1608, 1236, 1785, 1249]
- legal-notice: [1341, 4, 1598, 1035]
- notice-divider: [1608, 1553, 1871, 1554]
- notice-heading: REMATE: 24° JUZGADO CIVIL SANtiago,: [5, 639, 222, 652]
- notice-divider: [807, 360, 1063, 362]
- notice-divider: [1608, 1405, 1871, 1407]
- notice-heading: REMATE: 30° JUZGADO CIVIL SANtiago,: [1608, 82, 1828, 95]
- notice-body: Huérfanos 1409, 14° piso, se rematará el 19 de mayo de 2026 a las 13:10 horas, el que se realizará a través de vi-: [5, 1715, 265, 1756]
- notice-column-3: [537, 0, 802, 1974]
- notice-text: [1608, 1559, 1871, 1726]
- notice-heading: REMATE. ANTE EL 28° JUZGADO CIvil Santiago,: [275, 1066, 532, 1079]
- notice-heading: REMATE 28° JUZGADO CIVIL DE Santiago,: [542, 1066, 797, 1079]
- notice-body: Almirante Latorre 77, Curanilahue, rematará 27 de abril de 2026 a las 11:00 horas, la Pertenencia carbonífera denominada 'Los Ríos de Curanilahue', de una superficie aproximada de tres mil ciento cincuenta y seis hectáreas (3.156), ubicada en la comuna de Curanilahue, Provincia de Arauco, Octava Región del Bío Bío. Los deslindes de la pertenencia son los siguientes: Norte y Oeste, Río Curanilahue; Sur, Fundo Los Ríos, de propiedad de la Compañía de Lota y Coronel; y al Este, el Fundo El Descabezado de la co-: [1608, 1573, 1871, 1726]
- notice-divider: [275, 521, 532, 522]
- legal-notice: [542, 4, 797, 380]
- notice-text: [1073, 1700, 1330, 1770]
- legal-notice: [5, 632, 265, 1169]
- notice-column-5: [1067, 0, 1335, 1974]
- notice-divider: [1073, 200, 1330, 202]
- notice-body: forma Zoom, mediante el siguiente enlace: https://pjud-cl.zoom.us/j/93944916837, el inmueble ubicado en calle Santa Carolina N° 6941, que corresponde al Lote 1 de la Manzana M de la Séptima Etapa del proyecto inmobiliario Condominio Santa María de Huechuraba, Condominio Tipo B, según plano archivado bajo el número 175-A, de la comuna de Huechuraba, y dueño de los derechos como comunero de los bienes que según el Reglamento de Copropiedad correspondan al lote, inscrito a fojas 19.537 sobre copropiedad inmobiliaria. Los deslindes del condominio son los siguientes: Norte, en parte con propiedad de don Jorge Montes; en parte con camino nuevo de la parcelación; y en parte con parcela número dos; Sur, con propiedad de Rodio Portales; Oriente, en parte con parcelas número uno y dos; y en parte con camino vecinal; Poniente, con Manzana C - uno del plano de loteo y en parte con propiedad de Rodio Portales.- El inmueble se encuentra inscrito a nombre del demandado a Fojas 33714 Número 53160 del Registro de Propiedad del año 2009, del Conservador de Bienes Raíces de Santiago. El mínimo para comenzar las posturas será la suma correspondiente a la fecha en que se verifique el remate, cuyo avalúo actualmente corresponde a $ 184.375.422.-, según certificado de avalúo vigente del primer semestre de 2026. La subasta se desarrollará mediante videoconferencia, por lo que los interesados deberán rendir garantía suficiente para participar, equivalente al 10% del valor de tasación aprobado, mediante vale vista a la orden del 29° Juzgado Civil de Santiago, documento que se deberá presentar materialmente en la Secretaría del Tribunal hasta las 12:00 hrs. del día hábil anterior a la subasta, y si dicho día fuera sábado, hasta las 12:00 hrs. del día viernes anterior a la subasta. El adjudicatario deberá pagar el saldo o diferencia, hasta completar el precio de la subasta, dentro del quinto día hábil de efectuado el remate, adoptando todas las providencias para que los fondos estén depositados en la cuenta corriente del Tribunal dentro de dicho plazo. La subasta se hará mediante la plataforma Zoom, para lo cual se requiere de un computador o teléfono con conexión a internet, en ambos casos, con cámara, micrófono y audio del mismo equipo, siendo carga de las partes y postores tener los elementos de conexión y tecnológicos. Todo interesado en participar en la subasta como postor, deberá tener activa su Clave Única del Estado, para la eventual suscripción de la correspondiente acta de remate. Los postores interesados deberán ingresar comprobante legible de rendición de la caución, a través del módulo especialmente establecido al efecto en la Oficina Judicial Virtual, y enviar un correo a la casilla electrónica jcsantiago29_remates@pjud.cl, hasta las 12:00 hrs. del día hábil anterior a la subasta, y si dicho día fuere sábado, hasta las 12:00 hrs. del viernes anterior a la subasta, indicando su nombre completo y adjuntando copia -por ambos lados- de su cédula de identidad, indicando el Rol de la causa en la cual participará, un correo electrónico y número telefónico para el caso que se requiera contactarlo durante la subasta por problemas de conexión. Se hace presente que, de conformidad con lo dispuesto en la Ley N° 21.389, no se admitirá a participar como postores a las personas con inscripción vigente en el Registro Nacional de Deudores de pensiones de alimentos. Bases y antecedentes, autos Ejecutivos, Rol C-9842-2025, caratulados 'Capital Express Servicios Financieros S.A./ Sociedad de Tercerización de Servicios Provider Latin America Spa'.: [1341, 4, 1598, 1035]
- notice-heading: REMATE: JUZGADO DE LETRAS Y Garantía de Curanilahue,: [1608, 1559, 1871, 1586]
- legal-notice: [1073, 1268, 1330, 1678]
- notice-divider: [807, 4, 1063, 5]
- notice-heading: REMATE VIGÉSIMO OCTAVO JUZgado Civil Santiago,: [542, 402, 797, 429]
- legal-notice: [807, 4, 1063, 345]
- notice-text: [1608, 81, 1871, 541]
- notice-text: [542, 1065, 797, 1748]
- legal-notice: [1608, 4, 1871, 59]
- legal-notice: [5, 1184, 265, 1679]
- notice-body: rentes en los bienes comunes, inscrito a fojas 60512 N° 94110 del año 2009 del Registro de Propiedad del Conservador de Bienes Raíces de Santiago. Mínimo: $ 56.900.000.- Pago contado dentro de quinto día hábil de efectuado el remate. Se hace presente que la subasta se realizará por video conferencia, mediante la plataforma zoom, por lo cual se requiere de un computador o teléfono, en ambos casos con cámara, micrófono y audio del mismo equipo y conexión a internet, siendo carga de las partes y postores el tener los elementos tecnológicos y de conexión. Los interesados deben rendir garantía para participar en la subasta mediante vale vista endosable a la orden del tribunal, por el 10% del mínimo para iniciar las posturas, el que deberá acompañar materialmente a las dependencias del Tribunal el día anterior a la fecha del remate de 9:00 a 12:00 horas. Para participar en la subasta todo postor deberá tener activa su clave única del estado o firma electrónica avanzada, para la eventual suscripción de la correspondiente acta de remate. El saldo del precio de la subasta deberá pagarse al contado, dentro de quinto día hábil de efectuado, mediante consignación en la cuenta corriente del tribunal. Demás bases y antecedentes causa Rol N° C-8865-2023. El secretario.: [542, 4, 797, 379]
- notice-divider: [1073, 1268, 1330, 1270]
- notice-divider: [1608, 74, 1871, 76]
- notice-text: [275, 1065, 532, 1539]
- notice-heading: REMATE ANTE JUEZ PARTIDOR,: [1608, 1075, 1783, 1088]
- notice-column-2: [270, 0, 537, 1974]
- legal-notice: [1608, 74, 1871, 541]
- notice-body: Huérfanos 1409, Santiago, el 06 de mayo de 2026, a las 13:45 horas, se subastará vía plataforma Zoom, el inmueble consistente en la unidad número ciento setenta y tres, ubicada en calle El Bosque Número cuatrocientos cincuenta y nueve, del condominio Las Cantalpas Dos, Etapa Cuatro B, con acceso principal por calle René Olivares número tres mil ciento setenta y nueve, comuna de Maipú, Región Metropolitana, de acuerdo al plano archivado bajo el número 5565 y sus láminas respectivas. Asimismo, se incluye el derecho de uso y goce exclusivo sobre el polígono trescientos sesenta y dos guion trescientos sesenta y cuatro trescientos sesenta y nueve guion trescientos setenta y tres, guion trescientos setenta y uno, y los derechos en proporción al valor de lo adquirido en unión de los otros adquirentes en los bienes comunes, entre los cuales se encuentra el terreno, que corresponde al Lote Siete B tres del plano subdivisión respectivo, encerrado en el polígono G- A- B- C- Fb- Fc- F- G-. El inmueble singularizado precedentemente se encuentra inscrito a nombre del ejecutado don Manuel Eduardo Robles Soto, C.I. 17.675.348-K, a Fs. 9831 N° 14187, del Registro de Propiedad del Conservador de Bienes Raíces de Santiago, del año 2022. Mínimo subasta $ 75.920.587. Toda persona que desee participar en la subasta deberá rendir caución suficiente por medio de vale vista endosable a la orden del Tribunal, por el 10% del mínimo para iniciar las posturas, la que se imputará al precio del remate, o se hará efectiva en la forma legal. Dicho vale vista deberá acompañarse materialmente a las dependencias del Tribunal el día anterior a la fecha fijada para el remate de 9:00 a 12:00 horas. En dicho acto los postores deberán indicar su identidad, el rol de la causa en la que participará, su correo electrónico y su número telefónico para contactarlo en caso de ser necesario. Para participar en la subasta realizada por videoconferencia, todo postor deberá tener activa su Clave Única del Estado o firma electrónica avanzada, para la eventual suscripción de la pertinente acta de remate. Será carga de los interesados disponer de los elementos tecnológicos y de conexión necesarios para participar, debiendo el Tribunal coordinar su ingreso y participación con la debida anticipación. El día previo al remate se remitirá un correo electrónico a cada postor indicándole los datos necesarios para acceder y participar en el remate. El saldo del precio de la subasta deberá pagarse al contado, dentro de quinto día hábil de efectuado el remate, mediante consignación en la cuenta corriente del Tribunal. Demás antecedentes en www.piud.cl, causa Rol N° C-5719-2025, juicio ejecutivo 'Banco de Crédito e Inversiones con Robledo Soto'. Secretaria.: [807, 381, 1063, 1175]
- notice-divider: [275, 1555, 532, 1557]
- notice-text: [1608, 563, 1871, 703]
- notice-divider: [1608, 557, 1871, 559]
- notice-divider: [1341, 1051, 1598, 1053]
- legal-notice: [275, 1059, 532, 1539]
- notice-column-1: [0, 0, 270, 1974]
- notice-text: [807, 1197, 1063, 1741]
- legal-notice: [275, 1555, 532, 1715]
- notice-text: [275, 527, 532, 1043]
- notice-heading: REMATE JUEZ ARBITRO RAUL LLAnos Ibáñez: [1608, 563, 1871, 576]
- notice-body: ubicado en Huérfanos N° 1409, 19° Piso, se rematará por videoconferencia, mediante la función de la plataforma Zoom, el 5 mayo 2026, a las 13:00 horas. Departamento número Zeto Uno del Edificio, ubicado en calle Eliodoro Yáñez número dos mil cuarenta y uno, Comuna de Providencia, Región Metropolitana y derechos proporcionales en los bienes comunes, inscrito a nombre de Ximena Luisa Fonck Naturali, a fojas 69038 número 100657, en el Registro de Propiedad del Conservador de Santiago del año 2022. Mínimo subasta $ 194.721.288.-, que corresponde a tasación pericial practicada en estos autos. Para participar en la subasta los interesados deberán entregar vale vista a la orden del Tribunal, nominativo y endosable, por el monto que corresponda al 10% del mínimo. Esta será la única forma de constituir garantía suficiente para la subasta. Los interesados en participar de la subasta junto al vale vista, deberán entregar copia digitalizada de su carnet de identidad, además de señalar el nombre completo del postor, su email y teléfono, con al menos veinticuatro horas de anticipación a la fecha fijada para el remate, a fin de verificar la garantía, y la observancia de las normas legales para la participación en la subasta. Todo interesado en participar en la subasta como postor, deberá tener activa su Clave Única del Estado, para la eventual suscripción de la correspondiente acta de remate.Demás bases y antecedentes en Secretaría causa Rol C-5787- 2024, juicio ejecutivo caratulado 'Banco Santander - Chile con Fonck Naturali, Ximena Luisa'. Secretario.: [1608, 82, 1871, 541]
- notice-text: [275, 4, 532, 505]
- notice-body: día 13 mayo 2026, 14:30 horas, se rematará inmueble consistente en Departamento N° 608 del sexto piso del Condominio Portal de Torrent, acceso general por calle Campanario N° 4464, comuna Quinta Normal, Región Metropolitana. Dominio inscrito a nombre de Carolina Navarrete Guzmán, a fojas 39.753 N° 57.061, Registro de Propiedad año 2018, Conservador Bienes Raíces de Santiago. Rol Avalúo N° 1271-103, comuna Quinta Normal. Mínimo posturas $ 42.112.634. Para participar, todo postor, excepto ejecutante, deberá rendir caución equivalente al 10% del mínimo, mediante vale vista a la orden del 29° Juzgado Civil de Santiago, el que deberá entregar materialmente en Secretaría del Tribunal hasta las 12:00 horas del día hábil anterior a la subasta. Los postores deberán ingresar comprobante de garantía en la Oficina Judicial Virtual y enviar antecedentes al correo jcsantiago29_remates@pjud.cl hasta las 12:00 horas del día hábil anterior al remate, indicando nombre, cédula de identidad por ambos lados, rol de la causa, correo electrónico y teléfono. Participación vía Zoom conforme a bases. Saldo del precio deberá pagarse dentro de quinto día hábil de efectuada la subasta, mediante consignación en la cuenta corriente del Tribunal. Bases y demás antecedentes en autos Rol C-14883-2024, 'Scotiabank Chile S.A. con Navarrete'. Secretario.: [1073, 1288, 1330, 1678]
- legal-notice: [1073, 200, 1330, 1253]
- legal-notice: [807, 1191, 1063, 1741]
- notice-column-7: [1602, 0, 1876, 1974]
